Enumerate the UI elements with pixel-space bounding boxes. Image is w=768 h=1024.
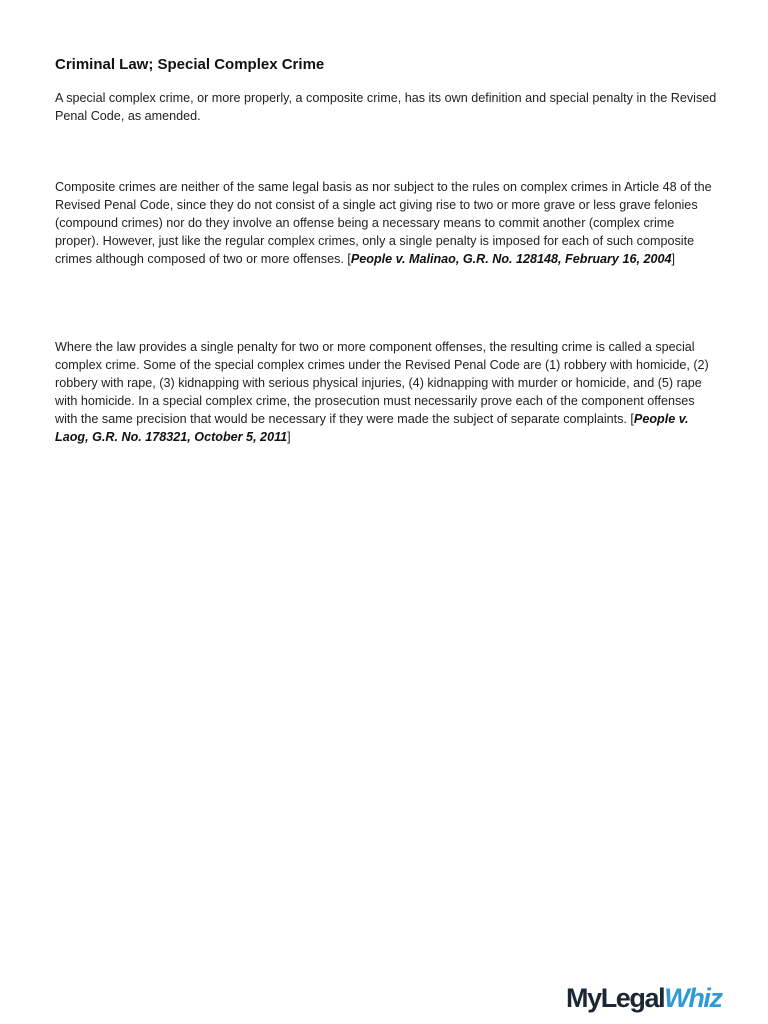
mylegalwhiz-logo: [566, 980, 722, 1016]
paragraph-special-complex-crimes: [55, 338, 719, 446]
citation-malinao-closing: ]: [671, 252, 675, 266]
paragraph-definition-text: A special complex crime, or more properly, a composite crime, has its own definition and special penalty in the Revised Penal Code, as amended.: [55, 91, 717, 123]
logo-text-mylegal: MyLegal: [566, 983, 665, 1013]
logo-text-whiz: Whiz: [664, 983, 722, 1013]
paragraph-definition: [55, 89, 719, 125]
citation-laog-closing: ]: [287, 430, 291, 444]
citation-laog: People v. Laog, G.R. No. 178321, October 5, 2011: [55, 412, 689, 444]
citation-malinao: People v. Malinao, G.R. No. 128148, February 16, 2004: [350, 252, 672, 266]
document-title: Criminal Law; Special Complex Crime: [55, 56, 325, 73]
paragraph-composite-crimes: [55, 178, 719, 268]
paragraph-special-complex-crimes-text: Where the law provides a single penalty for two or more component offenses, the resulting crime is called a special complex crime. Some of the special complex crimes under the Revised Penal Code are (1) robbery with homicide, (2) robbery with rape, (3) kidnapping with serious physical injuries, (4) kidnapping with murder or homicide, and (5) rape with homicide. In a special complex crime, the prosecution must necessarily prove each of the component offenses with the same precision that would be necessary if they were made the subject of separate complaints. [: [55, 340, 709, 426]
paragraph-composite-crimes-text: Composite crimes are neither of the same legal basis as nor subject to the rules on complex crimes in Article 48 of the Revised Penal Code, since they do not consist of a single act giving rise to two or more grave or less grave felonies (compound crimes) nor do they involve an offense being a necessary means to commit another (complex crime proper). However, just like the regular complex crimes, only a single penalty is imposed for each of such composite crimes although composed of two or more offenses. [: [55, 180, 712, 266]
